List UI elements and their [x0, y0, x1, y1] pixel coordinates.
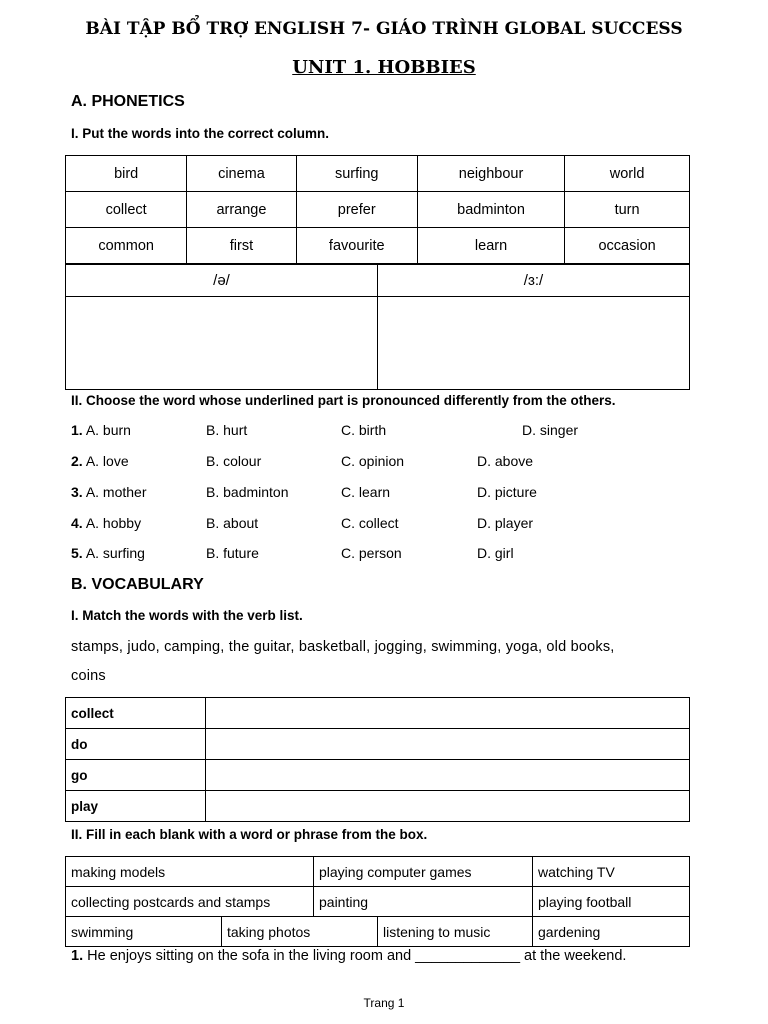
option-a[interactable]: A. burn: [85, 422, 131, 438]
phonetics-ex1-instruction: I. Put the words into the correct column.: [71, 126, 330, 141]
answer-cell-er[interactable]: [378, 297, 690, 390]
word-cell: world: [565, 156, 690, 192]
answer-cell[interactable]: [206, 760, 690, 791]
phrase-box-row3: [65, 916, 690, 947]
table-row: [66, 760, 690, 791]
phrase-cell: collecting postcards and stamps: [66, 887, 314, 917]
option-d[interactable]: D. girl: [477, 545, 514, 561]
words-table: [65, 155, 690, 264]
table-row: [66, 887, 690, 917]
verb-cell: play: [66, 791, 206, 822]
option-d[interactable]: D. singer: [522, 422, 579, 438]
word-cell: favourite: [296, 228, 417, 264]
table-row: [66, 917, 690, 947]
word-cell: cinema: [187, 156, 296, 192]
option-b[interactable]: B. colour: [206, 453, 262, 469]
question-number: 3.: [71, 484, 83, 500]
table-row: [66, 297, 690, 390]
table-row: [66, 156, 690, 192]
word-cell: prefer: [296, 192, 417, 228]
option-c[interactable]: C. opinion: [341, 453, 405, 469]
phrase-cell: making models: [66, 857, 314, 887]
option-d[interactable]: D. picture: [477, 484, 537, 500]
option-b[interactable]: B. badminton: [206, 484, 289, 500]
sounds-table: [65, 264, 690, 390]
option-c[interactable]: C. person: [341, 545, 402, 561]
option-d[interactable]: D. above: [477, 453, 534, 469]
question-number: 1.: [71, 422, 83, 438]
verb-cell: go: [66, 760, 206, 791]
page-number: Trang 1: [363, 996, 405, 1010]
phrase-cell: swimming: [66, 917, 222, 947]
sentence-text: He enjoys sitting on the sofa in the living room and _____________ at the weekend.: [87, 948, 627, 964]
phrase-cell: playing computer games: [314, 857, 533, 887]
option-a[interactable]: A. mother: [85, 484, 147, 500]
question-row: [71, 484, 147, 500]
question-row: [71, 545, 145, 561]
option-a[interactable]: A. hobby: [85, 515, 142, 531]
phrase-cell: taking photos: [222, 917, 378, 947]
option-b[interactable]: B. hurt: [206, 422, 248, 438]
option-a[interactable]: A. love: [85, 453, 129, 469]
answer-cell[interactable]: [206, 791, 690, 822]
verb-cell: do: [66, 729, 206, 760]
option-b[interactable]: B. future: [206, 545, 259, 561]
verb-table: [65, 697, 690, 822]
word-list-line: coins: [71, 668, 106, 684]
vocabulary-ex2-instruction: II. Fill in each blank with a word or phrase from the box.: [71, 827, 428, 842]
option-b[interactable]: B. about: [206, 515, 259, 531]
answer-cell-schwa[interactable]: [66, 297, 378, 390]
word-cell: surfing: [296, 156, 417, 192]
fill-sentence-1: [71, 948, 626, 964]
table-row: [66, 265, 690, 297]
question-row: [71, 515, 141, 531]
phonetics-ex2-instruction: II. Choose the word whose underlined part is pronounced differently from the others.: [71, 393, 616, 408]
question-row: [71, 422, 131, 438]
option-c[interactable]: C. birth: [341, 422, 387, 438]
table-row: [66, 791, 690, 822]
phrase-cell: playing football: [533, 887, 690, 917]
vocabulary-ex1-instruction: I. Match the words with the verb list.: [71, 608, 303, 623]
word-cell: occasion: [565, 228, 690, 264]
vocabulary-heading: B. VOCABULARY: [71, 576, 204, 593]
question-number: 2.: [71, 453, 83, 469]
word-cell: common: [66, 228, 187, 264]
word-cell: neighbour: [417, 156, 564, 192]
word-cell: bird: [66, 156, 187, 192]
word-cell: collect: [66, 192, 187, 228]
sound-er-header: /ɜ:/: [378, 265, 690, 297]
word-cell: badminton: [417, 192, 564, 228]
option-c[interactable]: C. collect: [341, 515, 399, 531]
phrase-cell: gardening: [533, 917, 690, 947]
word-list-line: stamps, judo, camping, the guitar, basketball, jogging, swimming, yoga, old books,: [71, 639, 615, 655]
question-number: 1.: [71, 948, 84, 964]
question-number: 5.: [71, 545, 83, 561]
table-row: [66, 698, 690, 729]
question-row: [71, 453, 129, 469]
question-number: 4.: [71, 515, 83, 531]
verb-cell: collect: [66, 698, 206, 729]
word-cell: first: [187, 228, 296, 264]
table-row: [66, 192, 690, 228]
option-d[interactable]: D. player: [477, 515, 534, 531]
answer-cell[interactable]: [206, 729, 690, 760]
document-title: BÀI TẬP BỔ TRỢ ENGLISH 7- GIÁO TRÌNH GLOBAL SUCCESS: [85, 19, 683, 39]
unit-title: UNIT 1. HOBBIES: [292, 57, 476, 78]
phrase-cell: painting: [314, 887, 533, 917]
word-cell: arrange: [187, 192, 296, 228]
word-cell: learn: [417, 228, 564, 264]
phrase-cell: listening to music: [378, 917, 533, 947]
option-a[interactable]: A. surfing: [85, 545, 145, 561]
table-row: [66, 857, 690, 887]
table-row: [66, 729, 690, 760]
phonetics-heading: A. PHONETICS: [71, 93, 185, 110]
table-row: [66, 228, 690, 264]
word-cell: turn: [565, 192, 690, 228]
sound-schwa-header: /ə/: [66, 265, 378, 297]
phrase-box-row2: [65, 886, 690, 917]
phrase-cell: watching TV: [533, 857, 690, 887]
phrase-box-row1: [65, 856, 690, 887]
answer-cell[interactable]: [206, 698, 690, 729]
option-c[interactable]: C. learn: [341, 484, 391, 500]
